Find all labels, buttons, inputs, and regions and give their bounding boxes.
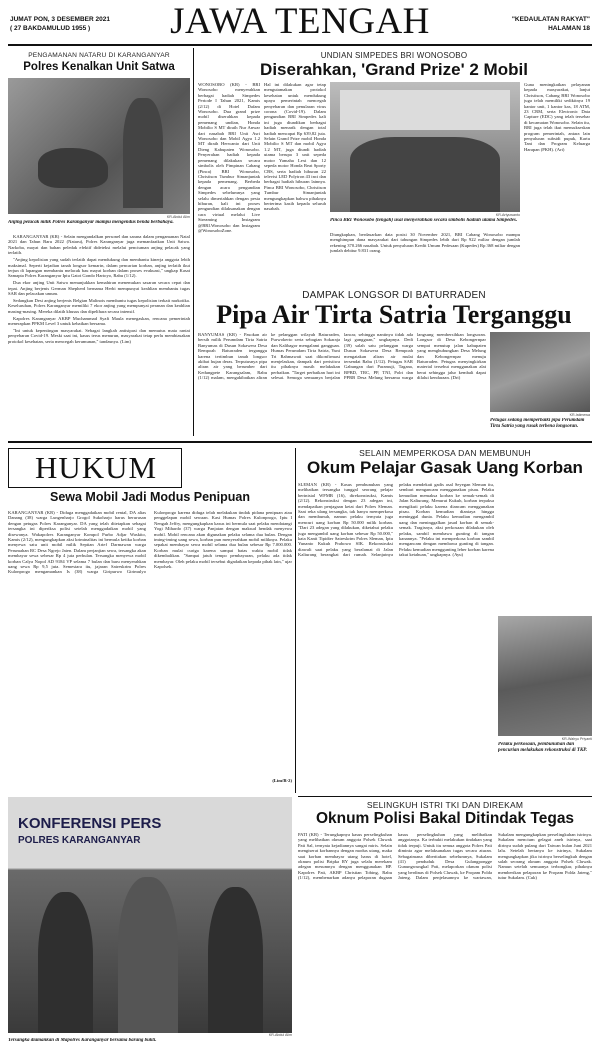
simpedes-col3: Diungkapkan, berdasarkan data posisi 30 November 2021, BRI Cabang Wonosobo mampu menghimpun dana masyarakat dari tabungan Simpedes lebih dari Rp 922 miliar dengan jumlah rekening 370.266 nasabah. Untuk penyaluran Kredit Umum Pedesaan (Kupedes) Rp 368 miliar dengan jumlah debitur 9.831 orang.: [330, 232, 520, 254]
officer-right: [208, 887, 263, 1033]
simpedes-col2: Hal ini dilakukan agar tetap mengutamakan protokol kesehatan untuk mendukung upaya pemerintah mencegah penyebaran dan penularan virus corona (Covid-19). Dalam pengundian BRI Simpedes kali ini juga diundikan berbagai hadiah menarik dengan total hadiah mencapai Rp 639,82 juta. Selain Grand Prize mobil Honda Mobilio S MT dan mobil Agya 1.2 MT, juga diundi hadiah utama berupa 3 unit sepeda motor Yamaha Lexi dan 12 sepeda motor Honda Beat Sporty CBS, serta hadiah hiburan 22 televisi LED Polytron 43 inci dan berbagai hadiah hiburan lainnya. Pinca BRI Wonosobo, Christison Tumbur Simanjuntak mengungkapkan bahwa pihaknya berterima kasih kepada seluruh nasabah.: [264, 82, 326, 212]
hukum-rubric: HUKUM: [34, 450, 158, 485]
press-photo-credit: KR-Abdul Alim: [268, 1033, 292, 1037]
okum-caption: Pelaku perkosaan, pembunuhan dan pencurian melakukan rekonstruksi di TKP.: [498, 742, 587, 753]
istri-body: PATI (KR) - Terungkapnya kasus perselingkuhan yang melibatkan oknum anggota Polsek Cluwak Pati Sal, ternyata kejadiannya sangat miris. Selain mengiserat korbannya dengan modus utang, maka saat korban membayar utang harus di hotel, oknum polisi Bripka RY juga selalu merekam adegan mesumnya dengan menggunakan HP. Kapolres Pati, AKBP Christian Tobing, Rabu (1/12), membenarkan adanya pelaporan dugaan kasus perselingkuhan yang melibatkan anggotanya. Ka terbukti melakukan tindakan yang tidak terpuji. Untuk itu semua anggota Polres Pati diminta agar melaksanakan tugas secara aturan. Sebagaimana diberitakan sebelumnya, Sukalam (41) penduduk Desa Gulangpongge Gunungwungkal Pati, melaporkan oknum polisi yang berdinas di Polsek Cluwak, ke Propam Polda Jateng. Dalam penjelasannya ke wartawan, Sukalam mengungkapkan perselingkuhan istrinya. Sukalam mencium gelagat aneh istrinya, saat dirinya sudah pulang dari Taiwan bulan Juni 2021 lalu. Setelah bertanya ke istrinya, Sukalam mengungkapkan jika istrinya berselingkuh dengan salah seorang oknum anggota Polsek Cluwak. Namun setelah semuanya terbongkar, pihaknya memberikan pelaporan ke Propam Polda Jateng," tutur Sukalam. (Cuk): [298, 832, 592, 881]
simpedes-caption: Pinca BRI Wonosobo (tengah) usai menyerahkan secara simbolis hadiah utama Simpedes.: [330, 218, 518, 223]
hukum-body: KARANGANYAR (KR) - Diduga menggadaikan mobil rental, DA alias Danang (38) warga Lungenharjo Grogol Sukoharjo harus berurusan dengan petugas Polres Karanganyar. DA yang telah ditetapkan sebagai tersangka ini diperiksa polisi setelah menggadaikan mobil yang disewanya. Wakapolres Karanganyar Kompol Purbo Adjar Waskito, Kamis (2/12), mengungkapkan aksi kriminalitas ini bermula ketika korban menyewa satu unit mobil milik Septian Arief Darmawan warga Perumahan RC Desa Ngrejo Jaten. Dalam perjanjian sewa, tersangka akan membayar sewa sebesar Rp 4 juta perbulan. Tersangka menyewa mobil korban Calya Nopol AD 9184 VP selama 7 bulan dan baru menyerahkan uang sewa Rp 9,5 juta. Semestara itu, jajaran Satreskrim Polres Kulonprogo mengamankan Is (38) warga Giripurwo Girimulyo Kulonprogo karena diduga telah melakukan tindak pidana penipuan atau penggelapan mobil sewaan. Kasi Humas Polres Kulonprogo, Iptu I Nengah Jeffry, mengungkapkan kasus ini bermula saat pelaku mendatangi Yogi Mihardo (37) warga Panjatan dengan maksud hendak menyewa mobil. Mobil rencana akan digunakan pelaku selama dua bulan. Dengan iming-iming uang sewa, korban pun menyerahkan mobil miliknya. Pelaku sepakat membayar sewa mobil selama dua bulan sebesar Rp 7.000.000. Korban mulai curiga karena sampai batas waktu mobil tidak dikembalikan. "Sampai jatuh tempo pembayaran, pelaku ada tidak membayar. Oleh pelaku mobil tersebut digadaikan kepada pihak lain," ujar Kapolsek.: [8, 510, 292, 575]
nataru-paragraph: Dua ekor anjing Unit Satwa menunjukkan kemahiran menemukan sasaran secara cepat dan tepat. Anjing berjenis German Shepherd bernama Herbi mempunyai keahlian membantu tugas SAR dan pelacakan umum.: [8, 280, 190, 297]
masthead: [0, 0, 600, 46]
hukum-credit: (Lim/R-2): [272, 778, 292, 783]
press-conference-photo: [8, 797, 292, 1033]
nataru-photo: [8, 78, 190, 214]
column-divider: [193, 48, 194, 436]
officer-left: [38, 892, 93, 1033]
simpedes-photo: [330, 82, 520, 212]
tagline: "KEDAULATAN RAKYAT": [511, 16, 590, 23]
istri-kicker: SELINGKUH ISTRI TKI DAN DIREKAM: [366, 800, 524, 810]
istri-headline: Oknum Polisi Bakal Ditindak Tegas: [315, 810, 575, 827]
hukum-article: [8, 490, 292, 794]
nataru-caption: Anjing pelacak milik Polres Karanganyar mampu mengendus benda berbahaya.: [8, 220, 174, 225]
simpedes-article: [196, 48, 592, 288]
simpedes-kicker: UNDIAN SIMPEDES BRI WONOSOBO: [320, 51, 468, 60]
masthead-title: JAWA TENGAH: [170, 2, 430, 42]
okum-body: SLEMAN (KR) - Kasus pembunuhan yang melibatkan tersangka tunggal seorang pelajar berinisial WFMB (16), direkonstruksi, Kamis (2/12). Rekonstruksi dengan 23 adegan ini, mendapatkan penjagaan ketat dari Polres Sleman. Saat reka ulang tersangka, tak hanya memperkosa dan membunuh, namun pelaku ternyata juga mencuri uang korban Rp 50.000 milik korban. "Dari 23 adegan yang dilakukan, diketahui pelaku juga mengambil uang korban sebesar Rp 50.000," kata Kanit Tipidter Satreskrim Polres Sleman, Iptu Yunanto Kukuh Prabowo SIK. Rekonstruksi diawali saat pelaku yang beralamat di Jalan Kaliurang berangkat dari rumah. Selanjutnya pelaku mendekati gadis asal Seyegan Sleman itu, sembari mengancam menggunakan pisau. Pelaku kemudian memaksa korban ke semak-semak di Jalan Kaliurang. Menurut Kukuh, korban terpaksa mengikuti pelaku karena diancam menggunakan pisau. Korban kemudian dianiaya hingga meninggal dunia. Pelaku kemudian mengambil uang dan meninggalkan jasad korban di semak-semak. Tragisnya, aksi perkosaan dilakukan oleh pelaku, sambil membawa gunting di tangan kanannya. "Pelaku ini memperkosa korban sambil mengancam dengan membawa gunting di tangan. Pelaku kemudian menggunting leher korban karena takut ketahuan," ungkapnya. (Ayu): [298, 482, 494, 558]
simpedes-col1: WONOSOBO (KR) - BRI Wonosobo menyerahkan berbagai hadiah Simpedes Periode I Tahun 2021, Kamis (2/12) di Hotel Dafam Wonosobo. Dua grand prize mobil diserahkan kepada pemenang undian, Honda Mobilio S MT diraih Nur Anwar dari nasabah BRI Unit Asri Wonosobo dan Mobil Agya 1.2 MT diraih Herwanto dari Unit Dieng Kabupaten Wonosobo. Penyerahan hadiah kepada pemenang dilakukan secara simbolis oleh Pimpinan Cabang (Pinca) BRI Wonosobo, Christison Tumbur Simanjuntak kepada pemenang. Berbeda dengan acara pengundian Simpedes sebelumnya yang selalu dimeriahkan dengan pesta hiburan, kali ini proses pengundian dilaksanakan dengan cara virtual melalui Live Streaming Instagram @BRI.Wonosobo dan Instagram @WonosoboZone.: [198, 82, 260, 233]
nataru-paragraph: "Ini untuk kepentingan masyarakat. Sebagai langkah antisipasi dan memutus mata rantai penyebaran Covid-19. Meski saat ini, kasus terus menurun, masyarakat tetap perlu membiasakan protokol kesehatan, serta mencegah kerumunan," tandasnya. (Lim): [8, 328, 190, 344]
officer-shape: [123, 98, 163, 208]
nataru-paragraph: "Anjing kepolisian yang sudah terlatih dapat mendukung dan membantu kinerja anggota lebih maksimal. Seperti kejadian tanah longsor kemarin, dalam pencarian korban, anjing terlatih ikut terjun di lapangan membantu melacak bau mayat korban dalam proses evakuasi," ungkap Kasat Samapta Polres Karanganyar Iptu Gatot Gondo Hartoyo, Rabu (1/12).: [8, 257, 190, 279]
officer-center: [118, 877, 178, 1033]
nataru-paragraph: Kapolres Karanganyar AKBP Muchammad Syafi Maula menegaskan, rencana pemerintah menerapkan PPKM Level 3 untuk kebaikan bersama.: [8, 315, 190, 327]
section-divider: [298, 796, 592, 797]
okum-headline: Okum Pelajar Gasak Uang Korban: [307, 458, 583, 477]
issue-line: ( 27 BAKDAMULUD 1955 ): [10, 25, 91, 32]
people-shape: [350, 137, 500, 212]
simpedes-headline: Diserahkan, 'Grand Prize' 2 Mobil: [260, 60, 528, 79]
hukum-headline: Sewa Mobil Jadi Modus Penipuan: [49, 490, 251, 504]
longsor-photo-credit: KR-Istimewa: [569, 413, 590, 417]
column-divider: [295, 448, 296, 793]
simpedes-col4: Guna meningkatkan pelayanan kepada masyarakat, lanjut Christison, Cabang BRI Wonosobo juga telah memiliki sedikitnya 19 kantor unit, 1 kantor kas, 18 ATM, 23 CRM, serta Electronic Data Capture (EDC) yang telah tersebar di kecamatan Wonosobo. Selain itu, BRI juga telah ikut mensukseskan program pemerintah, antara lain penyaluran subsidi pupuk, Kartu Tani dan Program Keluarga Harapan (PKH). (Art): [524, 82, 590, 152]
press-photo-caption: Tersangka diamankan di Mapolres Karanganyar bersama barang bukti.: [8, 1038, 157, 1043]
okum-article: [298, 448, 592, 793]
masthead-rule: [8, 44, 592, 46]
nataru-article: [8, 48, 190, 437]
longsor-headline: Pipa Air Tirta Satria Terganggu: [216, 301, 572, 329]
longsor-photo: [490, 332, 590, 412]
longsor-body: BANYUMAS (KR) - Pasokan air bersih milik Perumdam Tirta Satria Banyumas di Dusun Sokawera Desa Rempoah Baturraden terganggu karena tertimbun tanah longsor akibat hujan deras. Terputusnya pipa aliran air yang berumber dari Kedungpete Karangsalam, Rabu (1/12) malam, mengakibatkan aliran ke pelanggan wilayah Baturraden, Purwokerto serta sebagian Sokaraja dan Kalibagor mengalami gangguan. Humas Perumdam Tirta Satria, Yuni Tri Rahmawati saat dikonfirmasi menjelaskan, dampak dari peristiwa itu pihaknya masih melakukan perbaikan. "Target perbaikan hari ini selesai. Semoga semuanya berjalan lancar, sehingga nantinya tidak ada lagi gangguan," ungkapnya. Dedi (39) salah satu pelanggan warga Dusun Sokawera Desa Rempoah mengatakan aliran air mulai tersendat Rabu (1/12). Petugas SAR Gabungan dari Paramuji, Tagana, BPBD, TRC, PP, TNI, Polri dan PPRB Desa Melung bersama warga langsung membersihkan longsoran. Longsor di Desa Kebongernpar sempat menutup jalan kabupaten yang menghubungkan Desa Melung dan Kebongernpar menuju Baturraden. Petugas menyingkirkan material tersebut menggunakan alat berat sehingga jalur kembali dapat dilalui kendaraan. (Dri): [198, 332, 486, 381]
istri-article: [298, 800, 592, 1045]
hukum-rubric-box: [8, 448, 182, 488]
okum-photo-credit: KR-Wahyu Priyanti: [561, 737, 592, 741]
simpedes-photo-credit: KR-Artyuwanto: [495, 213, 520, 217]
okum-kicker: SELAIN MEMPERKOSA DAN MEMBUNUH: [359, 448, 531, 458]
banner-text: KONFERENSI PERS: [18, 815, 162, 832]
nataru-paragraph: KARANGANYAR (KR) - Selain mengandalkan personel dan sarana dalam pengamanan Natal 2021 dan Tahun Baru 2022 (Nataru), Polres Karanganyar juga memanfaatkan Unit Satwa. Narkoba, mayat dan bahan peledak efektif dideteksi melalui penciuman anjing pelacak yang terlatih.: [8, 234, 190, 256]
nataru-kicker: PENGAMANAN NATARU DI KARANGANYAR: [28, 52, 170, 59]
date-line: JUMAT PON, 3 DESEMBER 2021: [10, 16, 110, 23]
dog-shape: [38, 148, 108, 188]
nataru-paragraph: Sedangkan Desi anjing berjenis Belgian Malinois membantu tugas kepolisian terkait narkotika. Keseluruhan, Polres Karanganyar memiliki 7 ekor anjing yang mempunyai peranan dan keahlian masing-masing. Mereka dilatih khusus dan dipelihara secara intensif.: [8, 297, 190, 314]
nataru-headline: Polres Kenalkan Unit Satwa: [23, 61, 175, 73]
longsor-article: [196, 290, 592, 438]
longsor-kicker: DAMPAK LONGSOR DI BATURRADEN: [302, 290, 486, 301]
nataru-body: [8, 234, 190, 436]
banner-subtext: POLRES KARANGANYAR: [18, 835, 141, 846]
section-divider: [8, 441, 592, 443]
page-number: HALAMAN 18: [548, 25, 590, 32]
backdrop-shape: [340, 90, 510, 130]
longsor-caption: Petugas sedang memperbaiki pipa Perumdam Tirta Satria yang rusak terbena longsoran.: [490, 418, 585, 429]
okum-rekonstruksi-photo: [498, 616, 592, 736]
nataru-photo-credit: KR-Abdul Alim: [166, 215, 190, 219]
